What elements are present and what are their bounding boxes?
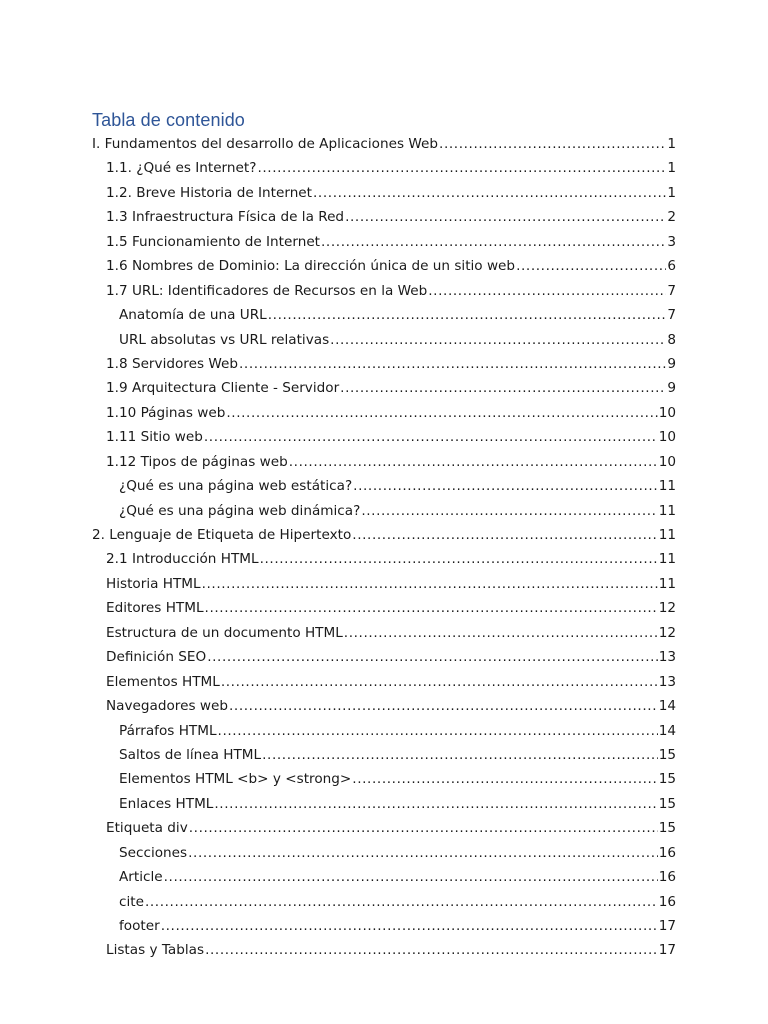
toc-page-number[interactable]: 11	[658, 527, 676, 543]
toc-entry[interactable]	[92, 230, 676, 254]
toc-dot-leader	[353, 474, 658, 498]
toc-entry-title[interactable]: Editores HTML	[106, 600, 204, 617]
toc-page-number[interactable]: 15	[658, 771, 676, 788]
toc-entry[interactable]	[92, 694, 676, 718]
toc-entry[interactable]	[92, 865, 676, 889]
toc-entry-title[interactable]: Secciones	[119, 844, 188, 861]
toc-page-number[interactable]: 15	[658, 746, 676, 763]
toc-entry-title[interactable]: 1.2. Breve Historia de Internet	[106, 184, 313, 201]
toc-page-number[interactable]: 10	[658, 453, 676, 470]
toc-dot-leader	[239, 352, 666, 376]
toc-dot-leader	[516, 254, 666, 278]
toc-dot-leader	[145, 890, 658, 914]
toc-dot-leader	[321, 230, 666, 254]
toc-entry[interactable]	[92, 279, 676, 303]
toc-dot-leader	[221, 670, 658, 694]
toc-dot-leader	[344, 621, 658, 645]
toc-entry[interactable]	[92, 596, 676, 620]
toc-entry-title[interactable]: Párrafos HTML	[119, 722, 217, 739]
toc-entry[interactable]	[92, 205, 676, 229]
toc-page-number[interactable]: 11	[658, 575, 676, 592]
toc-entry-title[interactable]: Definición SEO	[106, 649, 207, 666]
toc-page-number[interactable]: 1	[667, 136, 676, 152]
toc-dot-leader	[257, 156, 666, 180]
toc-dot-leader	[361, 499, 657, 523]
toc-dot-leader	[340, 376, 666, 400]
toc-entry-title[interactable]: 1.9 Arquitectura Cliente - Servidor	[106, 380, 340, 397]
toc-page-number[interactable]: 11	[658, 502, 676, 519]
toc-entry[interactable]	[92, 938, 676, 962]
toc-dot-leader	[289, 450, 658, 474]
toc-entry-title[interactable]: Enlaces HTML	[119, 795, 214, 812]
toc-page-number[interactable]: 10	[658, 429, 676, 446]
toc-entry-title[interactable]: 2.1 Introducción HTML	[106, 551, 259, 568]
toc-entry[interactable]	[92, 401, 676, 425]
toc-page-number[interactable]: 8	[667, 331, 676, 348]
toc-entry[interactable]	[92, 890, 676, 914]
toc-page-number[interactable]: 6	[667, 258, 676, 275]
toc-entry[interactable]	[92, 303, 676, 327]
toc-dot-leader	[164, 865, 658, 889]
toc-dot-leader	[207, 645, 657, 669]
toc-entry[interactable]	[92, 645, 676, 669]
toc-page-number[interactable]: 10	[658, 404, 676, 421]
toc-dot-leader	[268, 303, 667, 327]
toc-dot-leader	[345, 205, 666, 229]
toc-page-number[interactable]: 16	[658, 869, 676, 886]
toc-entry[interactable]	[92, 719, 676, 743]
toc-page-number[interactable]: 2	[667, 209, 676, 226]
toc-entry-title[interactable]: 1.1. ¿Qué es Internet?	[106, 160, 257, 177]
toc-entry[interactable]	[92, 474, 676, 498]
toc-entry-title[interactable]: Estructura de un documento HTML	[106, 624, 343, 641]
toc-entry[interactable]	[92, 792, 676, 816]
toc-dot-leader	[218, 719, 658, 743]
toc-entry[interactable]	[92, 914, 676, 938]
toc-entry[interactable]	[92, 523, 676, 547]
toc-entry-title[interactable]: Listas y Tablas	[106, 942, 205, 959]
toc-dot-leader	[189, 816, 658, 840]
toc-entry-title[interactable]: Etiqueta div	[106, 820, 188, 837]
toc-entry-title[interactable]: Anatomía de una URL	[119, 307, 267, 324]
toc-page-number[interactable]: 9	[667, 380, 676, 397]
toc-dot-leader	[428, 279, 666, 303]
toc-page-number[interactable]: 16	[658, 893, 676, 910]
toc-entry[interactable]	[92, 621, 676, 645]
toc-dot-leader	[313, 181, 666, 205]
toc-entry[interactable]	[92, 450, 676, 474]
toc-entry-title[interactable]: 1.5 Funcionamiento de Internet	[106, 233, 321, 250]
toc-entry[interactable]	[92, 425, 676, 449]
toc-entry-title[interactable]: 1.12 Tipos de páginas web	[106, 453, 288, 470]
toc-dot-leader	[262, 743, 658, 767]
toc-dot-leader	[226, 401, 657, 425]
toc-page-number[interactable]: 15	[658, 795, 676, 812]
toc-page-number[interactable]: 7	[667, 307, 676, 324]
toc-entry-title[interactable]: Elementos HTML	[106, 673, 220, 690]
toc-entry[interactable]	[92, 547, 676, 571]
toc-entry[interactable]	[92, 254, 676, 278]
toc-entry[interactable]	[92, 132, 676, 156]
toc-entry[interactable]	[92, 670, 676, 694]
toc-entry-title[interactable]: Navegadores web	[106, 698, 228, 715]
toc-page-number[interactable]: 17	[658, 942, 676, 959]
toc-entry-title[interactable]: Article	[119, 869, 163, 886]
toc-dot-leader	[214, 792, 657, 816]
toc-page-number[interactable]: 11	[658, 551, 676, 568]
toc-entry[interactable]	[92, 841, 676, 865]
toc-entry[interactable]	[92, 328, 676, 352]
toc-page-number[interactable]: 13	[658, 649, 676, 666]
toc-entry[interactable]	[92, 767, 676, 791]
toc-entry-title[interactable]: cite	[119, 893, 144, 910]
toc-page-number[interactable]: 11	[658, 478, 676, 495]
toc-entry[interactable]	[92, 352, 676, 376]
toc-entry[interactable]	[92, 376, 676, 400]
toc-entry-title[interactable]: 1.3 Infraestructura Física de la Red	[106, 209, 345, 226]
toc-page-number[interactable]: 12	[658, 624, 676, 641]
toc-page-number[interactable]: 1	[667, 184, 676, 201]
toc-entry-title[interactable]: 1.10 Páginas web	[106, 404, 226, 421]
toc-entry-title[interactable]: 1.11 Sitio web	[106, 429, 203, 446]
toc-entry[interactable]	[92, 816, 676, 840]
toc-page-number[interactable]: 16	[658, 844, 676, 861]
toc-page-number[interactable]: 14	[658, 722, 676, 739]
toc-entry-title[interactable]: URL absolutas vs URL relativas	[119, 331, 330, 348]
toc-dot-leader	[202, 572, 658, 596]
toc-entry-title[interactable]: 1.6 Nombres de Dominio: La dirección única de un sitio web	[106, 258, 516, 275]
toc-dot-leader	[330, 328, 666, 352]
toc-list	[92, 132, 676, 963]
toc-dot-leader	[439, 132, 666, 156]
toc-entry[interactable]	[92, 181, 676, 205]
toc-entry-title[interactable]: ¿Qué es una página web estática?	[119, 478, 353, 495]
toc-entry[interactable]	[92, 156, 676, 180]
toc-page-number[interactable]: 12	[658, 600, 676, 617]
toc-page-number[interactable]: 14	[658, 698, 676, 715]
toc-entry-title[interactable]: Historia HTML	[106, 575, 201, 592]
toc-dot-leader	[205, 938, 658, 962]
toc-title: Tabla de contenido	[92, 110, 245, 130]
toc-entry-title[interactable]: 1.8 Servidores Web	[106, 355, 238, 372]
toc-entry[interactable]	[92, 572, 676, 596]
toc-entry-title[interactable]: Saltos de línea HTML	[119, 746, 262, 763]
toc-entry-title[interactable]: Elementos HTML <b> y <strong>	[119, 771, 352, 788]
toc-entry[interactable]	[92, 743, 676, 767]
toc-page-number[interactable]: 15	[658, 820, 676, 837]
toc-page-number[interactable]: 13	[658, 673, 676, 690]
toc-dot-leader	[205, 596, 658, 620]
toc-dot-leader	[229, 694, 658, 718]
toc-page-number[interactable]: 9	[667, 355, 676, 372]
toc-dot-leader	[260, 547, 658, 571]
toc-dot-leader	[352, 523, 657, 547]
toc-dot-leader	[352, 767, 657, 791]
toc-dot-leader	[188, 841, 658, 865]
toc-dot-leader	[204, 425, 658, 449]
toc-page-number[interactable]: 3	[667, 233, 676, 250]
toc-entry[interactable]	[92, 499, 676, 523]
toc-entry-title[interactable]: 2. Lenguaje de Etiqueta de Hipertexto	[92, 527, 352, 543]
toc-entry-title[interactable]: ¿Qué es una página web dinámica?	[119, 502, 361, 519]
toc-entry-title[interactable]: 1.7 URL: Identificadores de Recursos en la Web	[106, 282, 428, 299]
toc-entry-title[interactable]: footer	[119, 918, 160, 934]
toc-dot-leader	[161, 914, 658, 938]
toc-page-number[interactable]: 1	[667, 160, 676, 177]
toc-page-number[interactable]: 17	[658, 918, 676, 934]
toc-entry-title[interactable]: I. Fundamentos del desarrollo de Aplicaciones Web	[92, 136, 439, 152]
toc-page-number[interactable]: 7	[667, 282, 676, 299]
